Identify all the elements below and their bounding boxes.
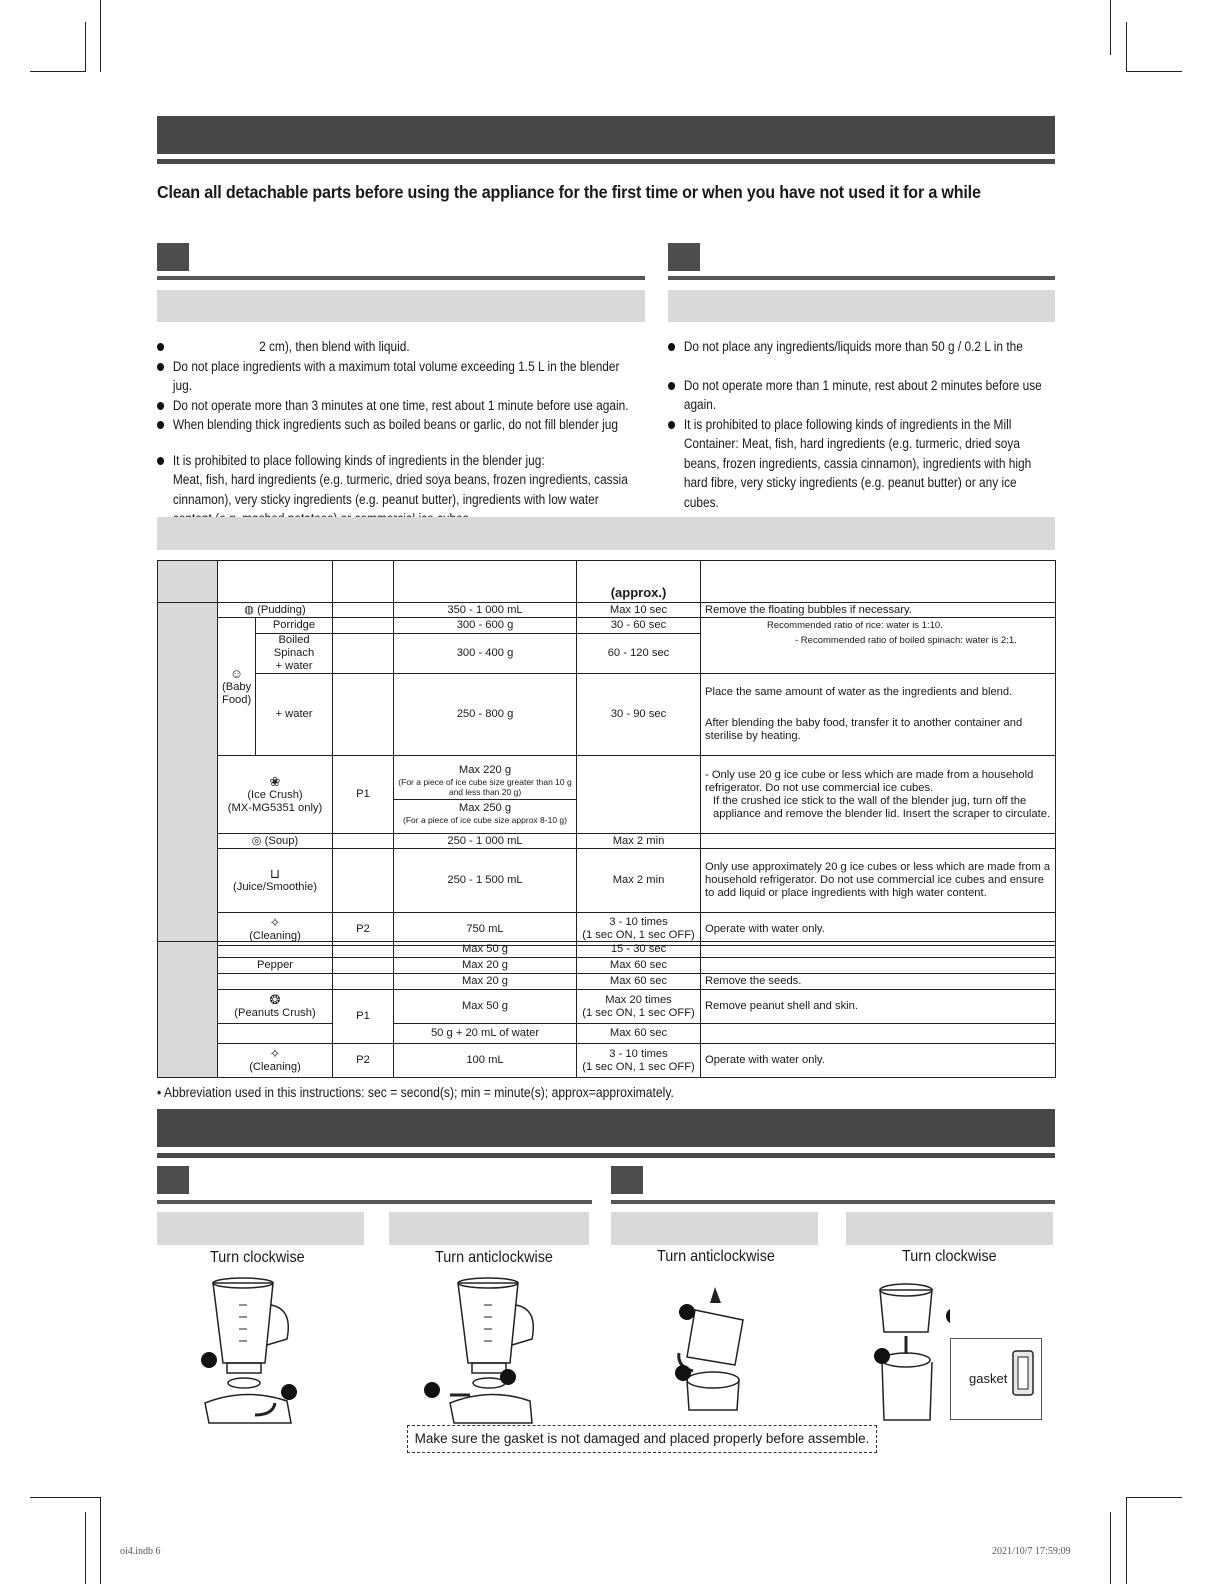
crop-mark <box>1126 1497 1182 1498</box>
footer-file: oi4.indb 6 <box>120 1546 161 1557</box>
table-row: 50 g + 20 mL of water Max 60 sec <box>158 1024 1056 1044</box>
table-header-row <box>158 561 1056 603</box>
gasket-icon <box>1011 1349 1037 1399</box>
assembly-a-rule <box>157 1200 592 1204</box>
header-approx: (approx.) <box>577 561 701 603</box>
section-a-subbar <box>157 290 645 322</box>
assembly-rule <box>157 1153 1055 1158</box>
list-item: Do not operate more than 1 minute, rest about 2 minutes before use again. <box>668 376 1051 415</box>
footer-timestamp: 2021/10/7 17:59:09 <box>992 1546 1071 1557</box>
assembly-a-marker <box>157 1166 189 1194</box>
page-heading: Clean all detachable parts before using the appliance for the first time or when you have not used it for a while <box>157 182 981 202</box>
crop-mark <box>1126 22 1127 72</box>
list-item: Do not place ingredients with a maximum total volume exceeding 1.5 L in the blender jug. <box>157 357 639 396</box>
section-title-bar <box>157 116 1055 154</box>
crop-mark <box>30 71 86 72</box>
step-1-label: Turn clockwise <box>210 1249 305 1266</box>
step-2-bar <box>389 1212 589 1245</box>
gasket-inset <box>950 1338 1042 1420</box>
table-row: ◎ (Soup) 250 - 1 000 mL Max 2 min <box>158 834 1056 849</box>
section-rule <box>157 159 1055 164</box>
table-row: Boiled Spinach + water 300 - 400 g 60 - 120 sec <box>158 634 1056 674</box>
list-item: It is prohibited to place following kinds of ingredients in the blender jug: <box>157 451 639 471</box>
abbreviation-note: • Abbreviation used in this instructions: sec = second(s); min = minute(s); approx=approximately. <box>157 1085 674 1100</box>
table-row: ⊔ (Juice/Smoothie) 250 - 1 500 mL Max 2 min Only use approximately 20 g ice cubes or less which are made from a household refrigerator. Do not use commercial ice cubes and ensure to add liquid or place ingredients with high water content. <box>158 849 1056 913</box>
mill-container-cautions <box>668 337 1051 512</box>
assembly-b-rule <box>611 1200 1055 1204</box>
usage-table <box>157 560 1056 961</box>
crop-mark <box>1110 0 1111 55</box>
crop-mark <box>100 0 101 72</box>
table-row: ❀ (Ice Crush) (MX-MG5351 only) P1 Max 220 g (For a piece of ice cube size greater than 10 g and less than 20 g) Max 250 g (For a piece of ice cube size approx 8-10 g) - Only use 20 g ice cube or less which are made from a household refrigerator. Do not use commercial ice cubes. If the crushed ice stick to the wall of the blender jug, turn off the appliance and remove the blender lid. Insert the scraper to circulate. <box>158 756 1056 834</box>
table-row: Max 20 g Max 60 sec Remove the seeds. <box>158 974 1056 990</box>
table-section-bar <box>157 517 1055 550</box>
ice-crush-icon: ❀ <box>269 773 281 789</box>
table-row: Pepper Max 20 g Max 60 sec <box>158 958 1056 974</box>
step-4-bar <box>846 1212 1053 1245</box>
list-item: When blending thick ingredients such as boiled beans or garlic, do not fill blender jug <box>157 415 639 435</box>
crop-mark <box>1110 1512 1111 1584</box>
crop-mark <box>1126 71 1182 72</box>
table-row: ✧ (Cleaning) P2 100 mL 3 - 10 times (1 sec ON, 1 sec OFF) Operate with water only. <box>158 1044 1056 1078</box>
juice-icon: ⊔ <box>269 866 281 881</box>
peanut-icon: ❂ <box>269 992 281 1007</box>
list-item: Do not operate more than 3 minutes at one time, rest about 1 minute before use again. <box>157 396 639 416</box>
list-item: It is prohibited to place following kinds of ingredients in the Mill Container: Meat, fish, hard ingredients (e.g. turmeric, dried soya beans, frozen ingredients, cassia cinnamon), ingredients with high hard fibre, very sticky ingredients (e.g. peanut butter) or any ice cubes. <box>668 415 1051 513</box>
blender-jug-anticlockwise-illustration <box>420 1275 540 1430</box>
assembly-b-marker <box>611 1166 643 1194</box>
crop-mark <box>85 22 86 72</box>
blender-jug-cautions <box>157 337 639 529</box>
step-3-bar <box>611 1212 818 1245</box>
gasket-note: Make sure the gasket is not damaged and placed properly before assemble. <box>407 1425 877 1453</box>
crop-mark <box>1126 1497 1127 1584</box>
section-b-marker <box>668 243 700 271</box>
mill-table <box>157 941 1056 1078</box>
step-1-bar <box>157 1212 364 1245</box>
mill-anticlockwise-illustration <box>665 1285 765 1415</box>
list-item-continuation: Meat, fish, hard ingredients (e.g. turmeric, dried soya beans, frozen ingredients, cassia cinnamon), very sticky ingredients (e.g. peanut butter), ingredients with low water <box>172 472 628 507</box>
cleaning-icon: ✧ <box>269 914 281 930</box>
crop-mark <box>100 1497 101 1584</box>
section-a-rule <box>157 276 645 280</box>
table-row: ❂ (Peanuts Crush) P1 Max 50 g Max 20 times (1 sec ON, 1 sec OFF) Remove peanut shell and skin. <box>158 990 1056 1024</box>
section-b-subbar <box>668 290 1055 322</box>
mill-clockwise-illustration <box>870 1270 950 1430</box>
cleaning-icon: ✧ <box>269 1046 281 1061</box>
list-item: 2 cm), then blend with liquid. <box>157 337 639 357</box>
blender-jug-clockwise-illustration <box>195 1275 315 1430</box>
step-3-label: Turn anticlockwise <box>657 1248 775 1265</box>
section-a-marker <box>157 243 189 271</box>
table-row: ✧ (Cleaning) P2 750 mL 3 - 10 times (1 sec ON, 1 sec OFF) Operate with water only. <box>158 913 1056 946</box>
section-b-rule <box>668 276 1055 280</box>
list-item: Do not place any ingredients/liquids more than 50 g / 0.2 L in the <box>668 337 1051 357</box>
pudding-icon: ◍ <box>244 603 255 616</box>
soup-icon: ◎ <box>251 834 262 847</box>
table-row: + water 250 - 800 g 30 - 90 sec Place the same amount of water as the ingredients and blend. After blending the baby food, transfer it to another container and sterilise by heating. <box>158 674 1056 756</box>
assembly-title-bar <box>157 1109 1055 1147</box>
crop-mark <box>30 1497 100 1498</box>
crop-mark <box>85 1512 86 1584</box>
table-row: ◍ (Pudding) 350 - 1 000 mL Max 10 sec Remove the floating bubbles if necessary. <box>158 603 1056 618</box>
step-4-label: Turn clockwise <box>902 1248 997 1265</box>
table-row: Max 50 g 15 - 30 sec <box>158 942 1056 958</box>
gasket-label: gasket <box>969 1371 1008 1386</box>
table-row: ☺ (Baby Food) Porridge 300 - 600 g 30 - 60 sec Recommended ratio of rice: water is 1:10. - Recommended ratio of boiled spinach: water is 2:1. <box>158 618 1056 634</box>
step-2-label: Turn anticlockwise <box>435 1249 553 1266</box>
baby-food-icon: ☺ <box>229 665 244 681</box>
